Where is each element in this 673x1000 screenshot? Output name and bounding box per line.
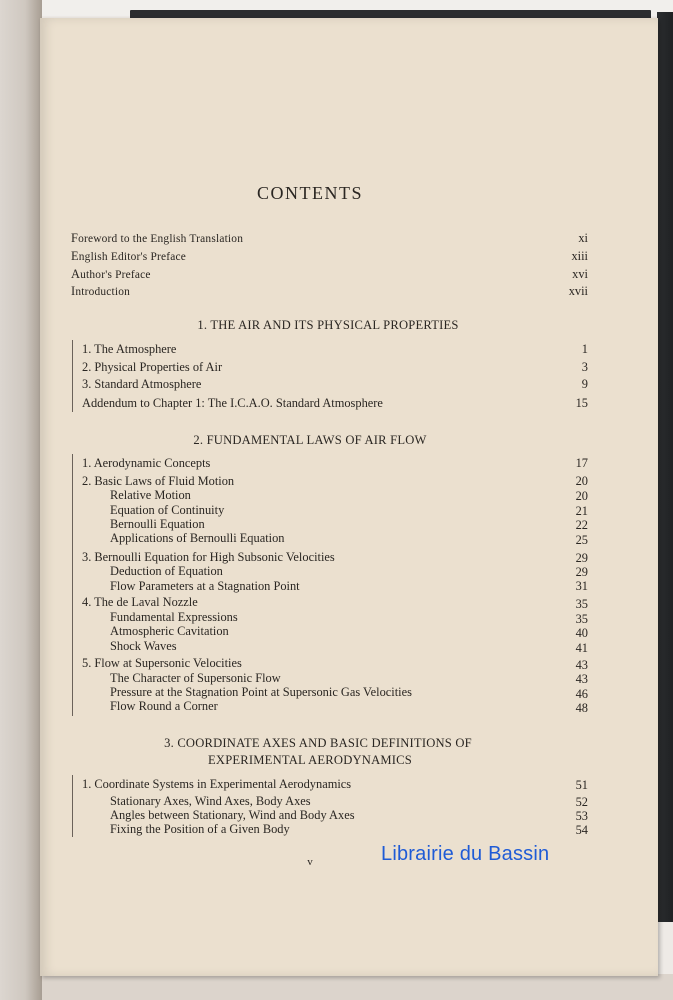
toc-entry-page: 52 bbox=[575, 795, 588, 809]
toc-entry-label: The Character of Supersonic Flow bbox=[110, 671, 281, 685]
toc-entry-page: 35 bbox=[575, 597, 588, 611]
chapter-heading: EXPERIMENTAL AERODYNAMICS bbox=[208, 753, 412, 767]
left-page-edge bbox=[0, 0, 42, 1000]
toc-entry-page: 41 bbox=[575, 641, 588, 655]
toc-entry-page: 35 bbox=[575, 612, 588, 626]
toc-entry-label: Fixing the Position of a Given Body bbox=[110, 822, 290, 836]
toc-entry-page: 46 bbox=[575, 687, 588, 701]
toc-entry-label: Foreword to the English Translation bbox=[71, 231, 244, 245]
toc-entry-label: English Editor's Preface bbox=[71, 249, 187, 263]
toc-entry-page: 25 bbox=[575, 533, 588, 547]
page-number: v bbox=[307, 856, 313, 868]
toc-entry-page: xiii bbox=[571, 249, 588, 263]
toc-entry-page: 1 bbox=[581, 342, 588, 356]
chapter-heading: 3. COORDINATE AXES AND BASIC DEFINITIONS OF bbox=[164, 736, 472, 750]
toc-entry-label: 2. Basic Laws of Fluid Motion bbox=[82, 474, 235, 488]
book-page bbox=[40, 18, 658, 976]
chapter-heading: 1. THE AIR AND ITS PHYSICAL PROPERTIES bbox=[197, 318, 459, 332]
bottom-background bbox=[42, 974, 673, 1000]
toc-entry-page: 43 bbox=[575, 672, 588, 686]
toc-entry-label: 2. Physical Properties of Air bbox=[82, 360, 223, 374]
toc-entry-label: 3. Bernoulli Equation for High Subsonic Velocities bbox=[82, 550, 335, 564]
toc-entry-page: 21 bbox=[575, 504, 588, 518]
toc-entry-page: 51 bbox=[575, 778, 588, 792]
toc-entry-label: Shock Waves bbox=[110, 639, 177, 653]
toc-entry-label: Author's Preface bbox=[71, 267, 151, 281]
toc-entry-label: Stationary Axes, Wind Axes, Body Axes bbox=[110, 794, 311, 808]
toc-entry-label: Atmospheric Cavitation bbox=[110, 624, 229, 638]
toc-entry-page: 17 bbox=[575, 456, 588, 470]
toc-entry-page: 3 bbox=[581, 360, 588, 374]
toc-entry-label: Equation of Continuity bbox=[110, 503, 225, 517]
toc-entry-label: 3. Standard Atmosphere bbox=[82, 377, 202, 391]
toc-entry-page: 22 bbox=[575, 518, 588, 532]
toc-entry-label: Addendum to Chapter 1: The I.C.A.O. Standard Atmosphere bbox=[82, 396, 383, 410]
toc-entry-label: Deduction of Equation bbox=[110, 564, 223, 578]
toc-entry-page: 43 bbox=[575, 658, 588, 672]
chapter-heading: 2. FUNDAMENTAL LAWS OF AIR FLOW bbox=[193, 433, 427, 447]
toc-entry-page: 29 bbox=[575, 565, 588, 579]
toc-entry-label: Fundamental Expressions bbox=[110, 610, 238, 624]
section-bracket bbox=[72, 775, 73, 837]
toc-entry-label: Pressure at the Stagnation Point at Supersonic Gas Velocities bbox=[110, 685, 412, 699]
toc-entry-page: 29 bbox=[575, 551, 588, 565]
toc-entry-label: Flow Round a Corner bbox=[110, 699, 218, 713]
toc-entry-page: 31 bbox=[575, 579, 588, 593]
toc-entry-label: 4. The de Laval Nozzle bbox=[82, 595, 198, 609]
section-bracket bbox=[72, 340, 73, 412]
toc-entry-label: Introduction bbox=[71, 284, 131, 298]
page-title: CONTENTS bbox=[257, 183, 363, 203]
toc-entry-page: 20 bbox=[575, 489, 588, 503]
toc-entry-page: 54 bbox=[575, 823, 588, 837]
toc-entry-page: 48 bbox=[575, 701, 588, 715]
toc-entry-page: xvi bbox=[572, 267, 588, 281]
toc-entry-page: 40 bbox=[575, 626, 588, 640]
cover-board-right bbox=[657, 12, 673, 922]
toc-entry-label: 1. Aerodynamic Concepts bbox=[82, 456, 211, 470]
toc-entry-page: 53 bbox=[575, 809, 588, 823]
section-bracket bbox=[72, 454, 73, 716]
toc-entry-label: Relative Motion bbox=[110, 488, 191, 502]
toc-entry-page: xi bbox=[578, 231, 588, 245]
toc-entry-label: Applications of Bernoulli Equation bbox=[110, 531, 285, 545]
watermark-text: Librairie du Bassin bbox=[381, 843, 550, 865]
toc-entry-label: Angles between Stationary, Wind and Body Axes bbox=[110, 808, 355, 822]
toc-entry-label: 1. Coordinate Systems in Experimental Aerodynamics bbox=[82, 777, 352, 791]
toc-entry-page: xvii bbox=[568, 284, 588, 298]
toc-entry-page: 20 bbox=[575, 474, 588, 488]
toc-entry-label: Flow Parameters at a Stagnation Point bbox=[110, 579, 300, 593]
toc-entry-page: 15 bbox=[575, 396, 588, 410]
toc-entry-page: 9 bbox=[581, 377, 588, 391]
toc-entry-label: Bernoulli Equation bbox=[110, 517, 205, 531]
toc-entry-label: 5. Flow at Supersonic Velocities bbox=[82, 656, 242, 670]
toc-entry-label: 1. The Atmosphere bbox=[82, 342, 177, 356]
